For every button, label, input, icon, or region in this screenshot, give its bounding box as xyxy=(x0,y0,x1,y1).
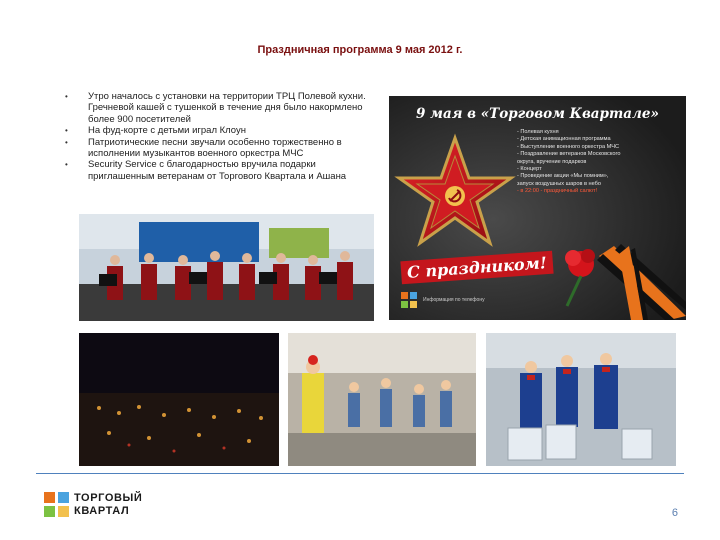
bullet-text: Патриотические песни звучали особенно торжественно в исполнении музыкантов военного оркестра МЧС xyxy=(88,136,342,160)
slide-title: Праздничная программа 9 мая 2012 г. xyxy=(257,44,463,56)
logo-line-1: ТОРГОВЫЙ xyxy=(74,492,143,504)
poster-title: 9 мая в «Торговом Квартале» xyxy=(416,106,659,122)
poster-item: округа, вручение подарков xyxy=(517,158,587,165)
footer-divider xyxy=(36,473,684,474)
bullet-text: На фуд-корте с детьми играл Клоун xyxy=(88,125,246,137)
bullet-item xyxy=(62,91,382,125)
logo-line-2: КВАРТАЛ xyxy=(74,505,130,517)
gifts-illustration xyxy=(486,333,676,466)
holiday-poster xyxy=(389,96,686,320)
orchestra-illustration xyxy=(79,214,374,321)
bullet-dot-icon: • xyxy=(65,92,68,101)
bullet-dot-icon: • xyxy=(65,160,68,170)
poster-item: - Концерт xyxy=(517,166,542,173)
night-event-photo xyxy=(79,333,279,466)
poster-item: - Выступление военного оркестра МЧС xyxy=(517,143,620,150)
clown-kids-photo xyxy=(288,333,476,466)
poster-item: - Полевая кухня xyxy=(517,129,559,135)
logo-squares-icon xyxy=(44,492,70,518)
poster-logo-icon xyxy=(401,292,417,308)
page-number: 6 xyxy=(671,507,678,519)
night-illustration xyxy=(79,333,279,466)
poster-item: - Поздравление ветеранов Московского xyxy=(517,151,621,158)
company-logo xyxy=(44,490,144,520)
orchestra-photo xyxy=(79,214,374,321)
bullet-item xyxy=(62,159,382,182)
poster-item: запуск воздушных шаров в небо xyxy=(517,180,601,187)
clown-illustration xyxy=(288,333,476,466)
poster-program-list xyxy=(517,129,682,196)
poster-footer-text: Информация по телефону xyxy=(423,297,485,303)
bullet-item xyxy=(62,125,382,136)
bullet-text: Security Service с благодарностью вручила подарки приглашенным ветеранам от Торгового Квартала и Ашана xyxy=(88,159,347,182)
poster-item: - Детская анимационная программа xyxy=(517,136,611,143)
bullet-text: Утро началось с установки на территории ТРЦ Полевой кухни. Гречневой кашей с тушенкой в течение дня было накормлено более 900 посетителей xyxy=(88,91,366,125)
poster-item: - Проведение акции «Мы помним», xyxy=(517,173,609,180)
bullet-list xyxy=(62,91,382,182)
bullet-dot-icon: • xyxy=(65,126,68,136)
bullet-dot-icon: • xyxy=(65,137,68,147)
poster-greeting: С праздником! xyxy=(400,251,553,285)
poster-item: - в 22:00 - праздничный салют! xyxy=(517,188,598,195)
bullet-item xyxy=(62,137,382,160)
gifts-photo xyxy=(486,333,676,466)
